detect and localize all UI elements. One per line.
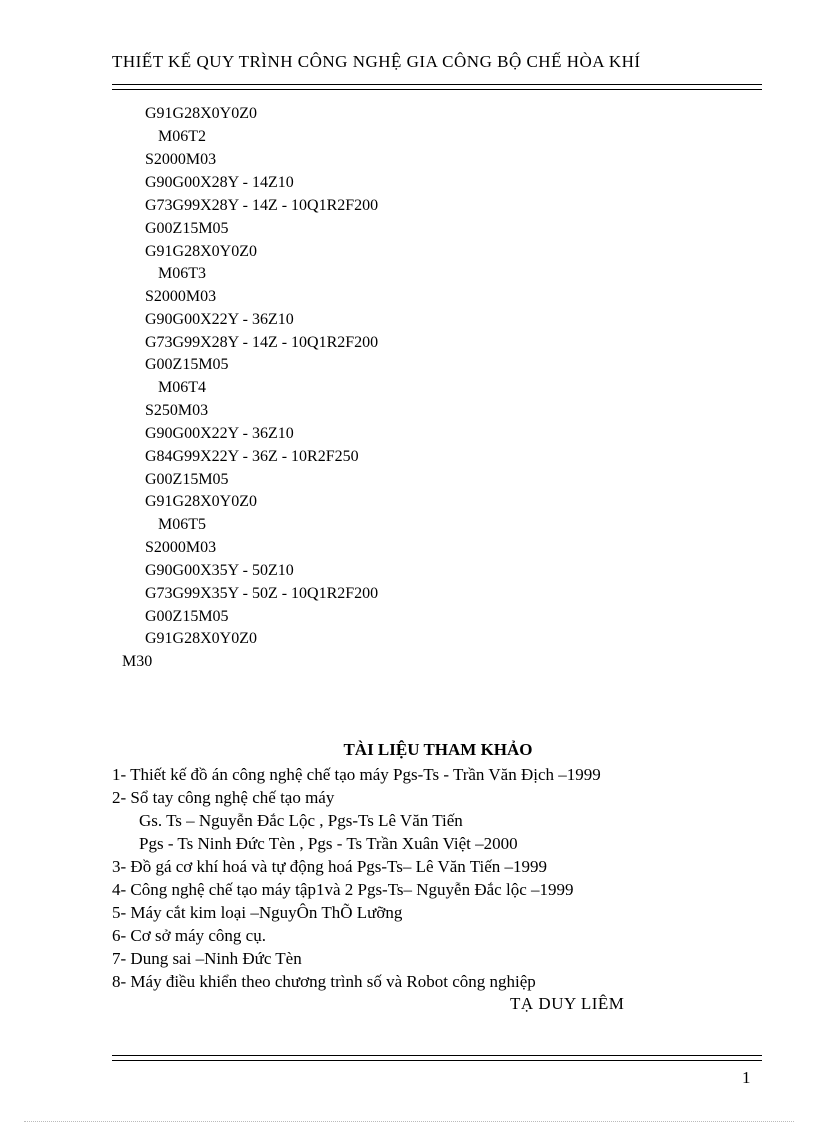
reference-item: 4- Công nghệ chế tạo máy tập1và 2 Pgs-Ts– Nguyễn Đắc lộc –1999 <box>112 880 574 899</box>
reference-item: Pgs - Ts Ninh Đức Tèn , Pgs - Ts Trần Xuân Việt –2000 <box>139 834 518 853</box>
header-rule-bottom <box>112 89 762 90</box>
code-line: G00Z15M05 <box>145 471 229 488</box>
reference-item: 3- Đồ gá cơ khí hoá và tự động hoá Pgs-Ts– Lê Văn Tiến –1999 <box>112 857 548 876</box>
code-line: G90G00X22Y - 36Z10 <box>145 311 294 328</box>
code-line: G84G99X22Y - 36Z - 10R2F250 <box>145 448 359 465</box>
page-edge-dots <box>24 1121 794 1122</box>
reference-item: 5- Máy cắt kim loại –NguyÔn ThÕ Lưỡng <box>112 903 403 922</box>
code-line: M06T4 <box>158 379 206 396</box>
code-line: S2000M03 <box>145 151 217 168</box>
page-number: 1 <box>742 1068 751 1087</box>
reference-item: 7- Dung sai –Ninh Đức Tèn <box>112 949 302 968</box>
reference-item: 2- Sổ tay công nghệ chế tạo máy <box>112 788 335 807</box>
code-line: G90G00X35Y - 50Z10 <box>145 562 294 579</box>
code-line: G73G99X28Y - 14Z - 10Q1R2F200 <box>145 334 379 351</box>
code-line: S2000M03 <box>145 539 217 556</box>
reference-item: 8- Máy điều khiển theo chương trình số và Robot công nghiệp <box>112 972 536 991</box>
code-line: M30 <box>122 653 153 670</box>
author-name: TẠ DUY LIÊM <box>510 994 625 1013</box>
document-title: THIẾT KẾ QUY TRÌNH CÔNG NGHỆ GIA CÔNG BỘ CHẾ HÒA KHÍ <box>112 52 641 71</box>
code-line: G00Z15M05 <box>145 608 229 625</box>
code-line: G91G28X0Y0Z0 <box>145 105 257 122</box>
reference-item: 6- Cơ sở máy công cụ. <box>112 926 266 945</box>
code-line: S2000M03 <box>145 288 217 305</box>
code-line: G91G28X0Y0Z0 <box>145 493 257 510</box>
code-line: M06T5 <box>158 516 206 533</box>
footer-rule-bottom <box>112 1060 762 1061</box>
code-line: G00Z15M05 <box>145 220 229 237</box>
code-line: G73G99X28Y - 14Z - 10Q1R2F200 <box>145 197 379 214</box>
footer-rule-top <box>112 1055 762 1056</box>
code-line: G91G28X0Y0Z0 <box>145 630 257 647</box>
reference-item: 1- Thiết kế đồ án công nghệ chế tạo máy Pgs-Ts - Trần Văn Địch –1999 <box>112 765 601 784</box>
code-line: G91G28X0Y0Z0 <box>145 243 257 260</box>
code-line: M06T2 <box>158 128 206 145</box>
code-line: G90G00X28Y - 14Z10 <box>145 174 294 191</box>
reference-item: Gs. Ts – Nguyễn Đắc Lộc , Pgs-Ts Lê Văn Tiến <box>139 811 463 830</box>
code-line: S250M03 <box>145 402 209 419</box>
code-line: G90G00X22Y - 36Z10 <box>145 425 294 442</box>
code-line: G73G99X35Y - 50Z - 10Q1R2F200 <box>145 585 379 602</box>
code-line: G00Z15M05 <box>145 356 229 373</box>
references-title: TÀI LIỆU THAM KHẢO <box>343 740 533 759</box>
header-rule-top <box>112 84 762 85</box>
code-line: M06T3 <box>158 265 206 282</box>
